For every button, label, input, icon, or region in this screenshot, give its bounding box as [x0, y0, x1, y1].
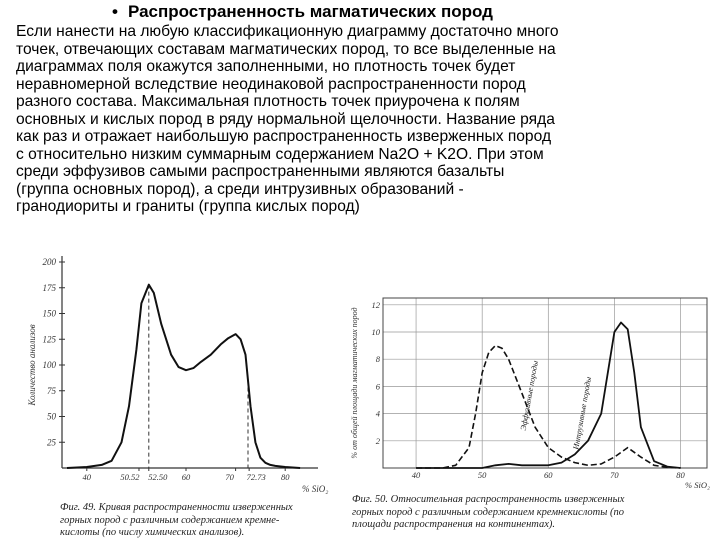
body-line: как раз и отражает наибольшую распространенность изверженных пород	[16, 128, 552, 145]
figure-49-chart	[10, 250, 340, 500]
figure-49-caption	[60, 502, 340, 540]
slide-title	[112, 2, 493, 22]
figure-50-caption	[352, 494, 714, 532]
caption-line: площади распространения на континентах).	[352, 519, 556, 530]
body-line: диаграммах поля окажутся заполненными, но плотность точек будет	[16, 58, 516, 75]
y-tick-label: 150	[42, 308, 56, 319]
y-axis-label: % от общей площади магматических пород	[350, 307, 359, 459]
x-tick-label: 70	[225, 472, 234, 482]
distribution-curve	[67, 285, 300, 468]
y-tick-label: 10	[371, 327, 380, 337]
effusive-series-label: Эффузивные породы	[518, 359, 540, 432]
title-text: Распространенность магматических пород	[127, 2, 493, 21]
slide-body-text	[16, 23, 716, 216]
y-tick-label: 75	[47, 385, 56, 396]
y-tick-label: 50	[47, 411, 56, 422]
y-axis-label: Количество анализов	[27, 324, 37, 406]
x-tick-label: 70	[610, 470, 619, 480]
y-tick-label: 12	[371, 299, 380, 310]
body-line: с относительно низким суммарным содержанием Na2O + K2O. При этом	[16, 145, 544, 163]
caption-line: Фиг. 49. Кривая распространенности изверженных	[60, 502, 293, 513]
caption-line: горных пород с различным содержанием кремне-	[60, 514, 280, 526]
body-line: основных и кислых пород в ряду нормальной щелочности. Название ряда	[16, 110, 555, 128]
x-tick-label: 80	[676, 470, 685, 480]
y-tick-label: 8	[375, 354, 380, 365]
body-line: разного состава. Максимальная плотность точек приурочена к полям	[16, 93, 520, 110]
x-tick-label: 72.73	[246, 472, 266, 482]
x-tick-label: 50.52	[120, 472, 140, 482]
x-tick-label: 60	[544, 470, 553, 480]
x-tick-label: 60	[181, 472, 191, 482]
y-tick-label: 175	[42, 282, 56, 293]
y-tick-label: 4	[375, 408, 380, 419]
caption-line: Фиг. 50. Относительная распространенность изверженных	[352, 494, 625, 505]
body-line: Если нанести на любую классификационную диаграмму достаточно много	[16, 23, 559, 40]
caption-line: горных пород с различным содержанием кремнекислоты (по	[352, 506, 624, 518]
intrusive-series-label: Интрузивные породы	[571, 376, 594, 451]
x-axis-unit: % SiO₂	[685, 480, 710, 490]
y-tick-label: 125	[42, 334, 56, 345]
x-axis-unit: % SiO₂	[302, 484, 329, 494]
x-tick-label: 40	[411, 470, 421, 480]
body-line: среди эффузивов самыми распространенными являются базальты	[16, 163, 505, 180]
figure-50-chart	[345, 290, 715, 490]
caption-line: кислоты (по числу химических анализов).	[60, 527, 245, 538]
title-bullet: •	[112, 2, 118, 21]
x-tick-label: 52.50	[148, 472, 168, 482]
x-tick-label: 80	[280, 472, 290, 482]
y-tick-label: 25	[47, 437, 56, 448]
y-tick-label: 200	[42, 257, 56, 267]
body-line: точек, отвечающих составам магматических пород, то все выделенные на	[16, 40, 556, 58]
x-tick-label: 40	[82, 472, 92, 482]
body-line: неравномерной вследствие неодинаковой распространенности пород	[16, 75, 526, 93]
y-tick-label: 2	[375, 435, 380, 446]
y-tick-label: 6	[375, 381, 380, 392]
y-tick-label: 100	[42, 360, 56, 370]
body-line: гранодиориты и граниты (группа кислых пород)	[16, 198, 360, 215]
x-tick-label: 50	[477, 470, 487, 480]
body-line: (группа основных пород), а среди интрузивных образований -	[16, 180, 464, 198]
